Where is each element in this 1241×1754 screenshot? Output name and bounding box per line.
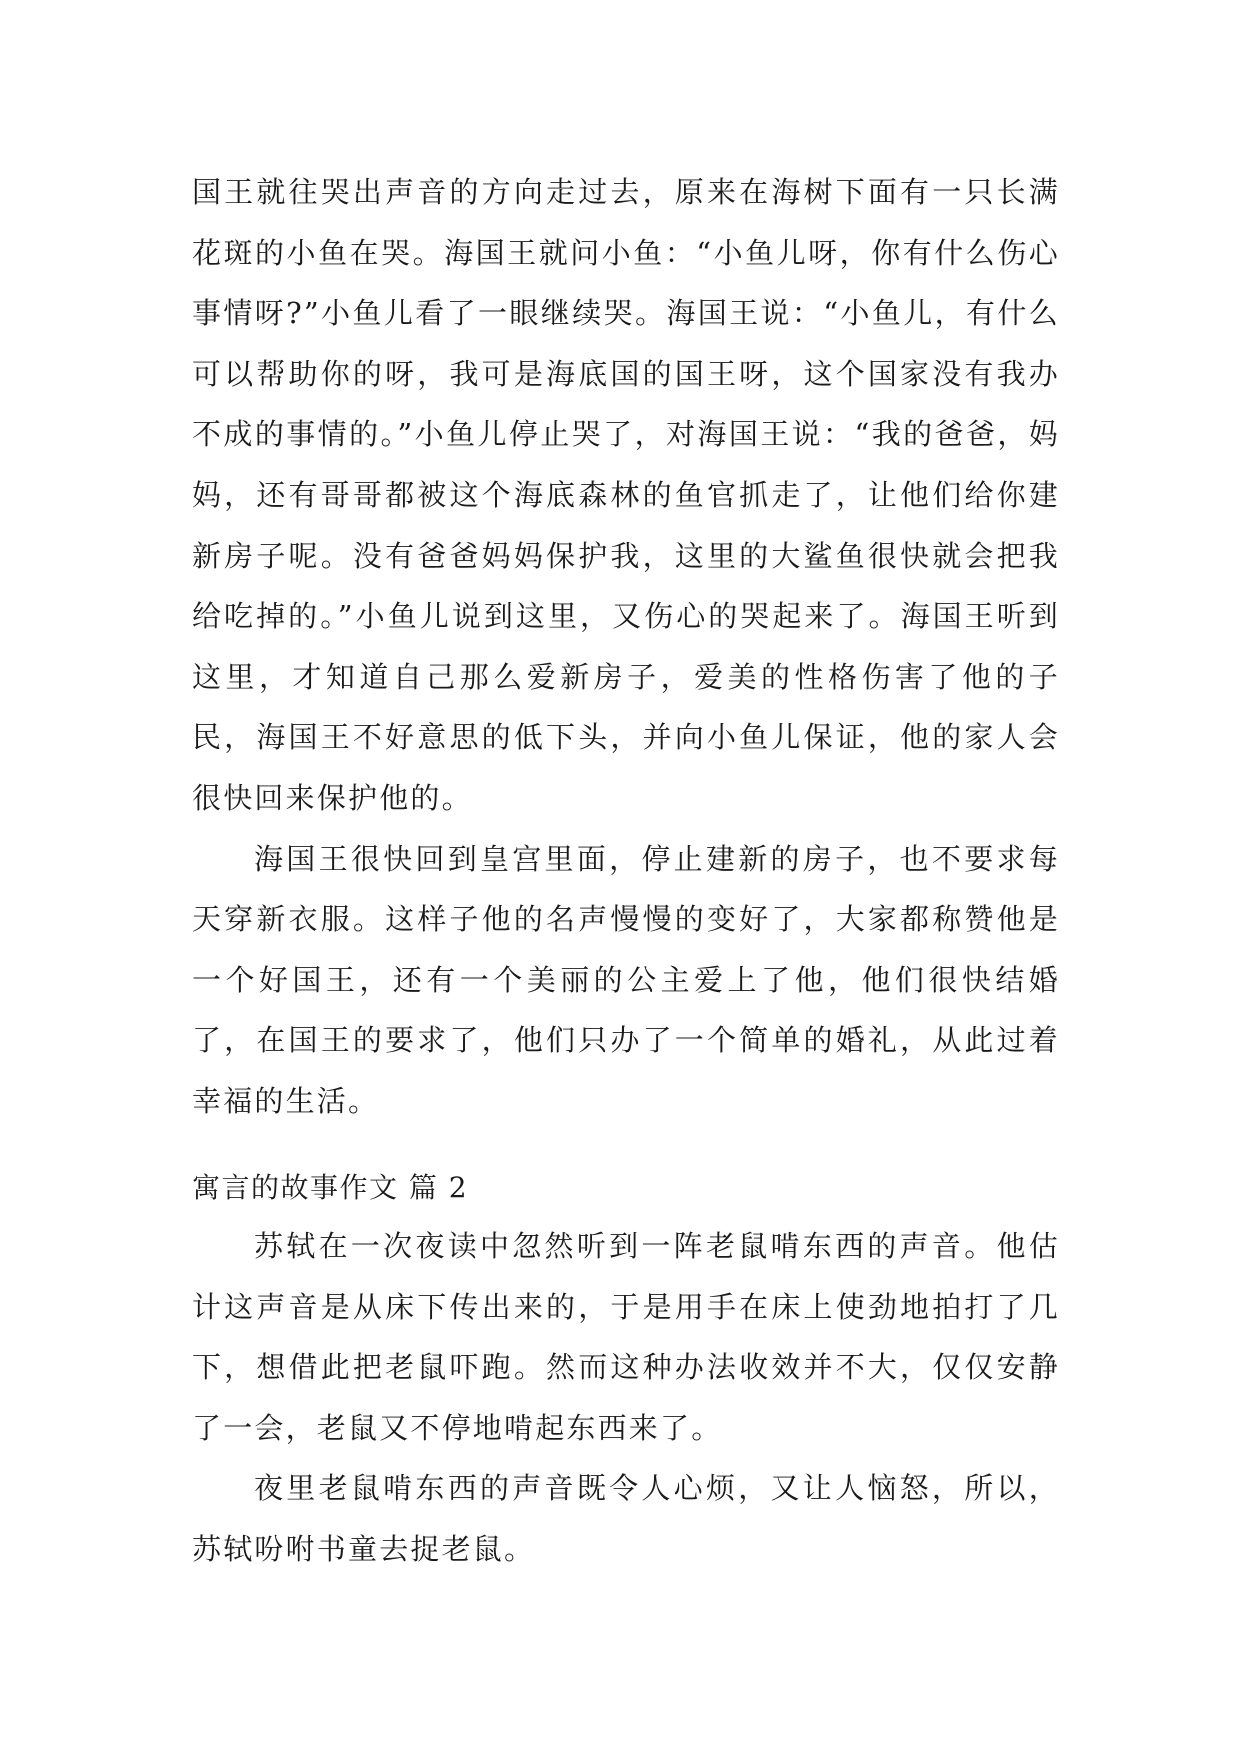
paragraph: 国王就往哭出声音的方向走过去，原来在海树下面有一只长满花斑的小鱼在哭。海国王就问小鱼：“小鱼儿呀，你有什么伤心事情呀?”小鱼儿看了一眼继续哭。海国王说：“小鱼儿，有什么可以帮助你的呀，我可是海底国的国王呀，这个国家没有我办不成的事情的。”小鱼儿停止哭了，对海国王说：“我的爸爸，妈妈，还有哥哥都被这个海底森林的鱼官抓走了，让他们给你建新房子呢。没有爸爸妈妈保护我，这里的大鲨鱼很快就会把我给吃掉的。”小鱼儿说到这里，又伤心的哭起来了。海国王听到这里，才知道自己那么爱新房子，爱美的性格伤害了他的子民，海国王不好意思的低下头，并向小鱼儿保证，他的家人会很快回来保护他的。 xyxy=(192,175,1060,815)
paragraph: 苏轼在一次夜读中忽然听到一阵老鼠啃东西的声音。他估计这声音是从床下传出来的，于是用手在床上使劲地拍打了几下，想借此把老鼠吓跑。然而这种办法收效并不大，仅仅安静了一会，老鼠又不停地啃起东西来了。 xyxy=(192,1229,1060,1445)
story-continuation xyxy=(192,162,1060,1132)
section-heading: 寓言的故事作文 篇 2 xyxy=(192,1171,469,1204)
paragraph: 海国王很快回到皇宫里面，停止建新的房子，也不要求每天穿新衣服。这样子他的名声慢慢的变好了，大家都称赞他是一个好国王，还有一个美丽的公主爱上了他，他们很快结婚了，在国王的要求了，他们只办了一个简单的婚礼，从此过着幸福的生活。 xyxy=(192,841,1060,1118)
paragraph: 夜里老鼠啃东西的声音既令人心烦，又让人恼怒，所以，苏轼吩咐书童去捉老鼠。 xyxy=(192,1471,1060,1566)
essay-section-2 xyxy=(192,1164,1060,1580)
